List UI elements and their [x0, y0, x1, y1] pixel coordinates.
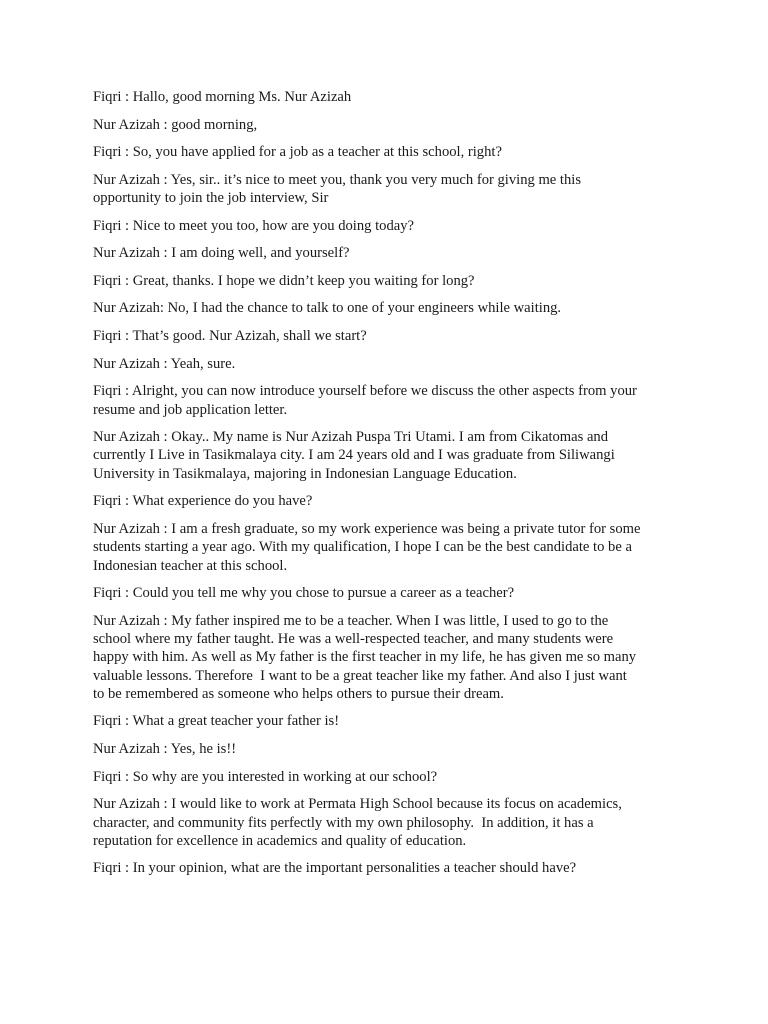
- dialogue-paragraph: Nur Azizah : My father inspired me to be a teacher. When I was little, I used to go to the school where my father taught. He was a well-respected teacher, and many students were happy with him. As well as My father is the first teacher in my life, he has given me so many valuable lessons. Therefore I want to be a great teacher like my father. And also I just want to be remembered as someone who helps others to pursue their dream.: [93, 612, 637, 702]
- dialogue-paragraph: Nur Azizah : Yeah, sure.: [93, 355, 236, 372]
- dialogue-paragraph: Fiqri : What experience do you have?: [93, 493, 313, 510]
- dialogue-paragraph: Nur Azizah : good morning,: [93, 116, 258, 133]
- dialogue-paragraph: Nur Azizah : I am a fresh graduate, so my work experience was being a private tutor for some students starting a year ago. With my qualification, I hope I can be the best candidate to be a Indonesian teacher at this school.: [93, 520, 641, 574]
- dialogue-paragraph: Nur Azizah : Okay.. My name is Nur Azizah Puspa Tri Utami. I am from Cikatomas and currently I Live in Tasikmalaya city. I am 24 years old and I was graduate from Siliwangi University in Tasikmalaya, majoring in Indonesian Language Education.: [93, 429, 615, 482]
- document-page: [93, 88, 683, 887]
- dialogue-paragraph: Fiqri : Hallo, good morning Ms. Nur Azizah: [93, 89, 352, 105]
- dialogue-paragraph: Fiqri : What a great teacher your father is!: [93, 713, 340, 730]
- dialogue-paragraph: Fiqri : Alright, you can now introduce yourself before we discuss the other aspects from your resume and job application letter.: [93, 383, 637, 418]
- dialogue-paragraph: Nur Azizah : Yes, he is!!: [93, 741, 237, 758]
- dialogue-paragraph: Nur Azizah : Yes, sir.. it’s nice to meet you, thank you very much for giving me this opportunity to join the job interview, Sir: [93, 171, 582, 207]
- dialogue-paragraph: Fiqri : So, you have applied for a job as a teacher at this school, right?: [93, 144, 502, 161]
- dialogue-paragraph: Fiqri : So why are you interested in working at our school?: [93, 768, 438, 785]
- dialogue-paragraph: Fiqri : Could you tell me why you chose to pursue a career as a teacher?: [93, 585, 515, 602]
- dialogue-paragraph: Fiqri : Great, thanks. I hope we didn’t keep you waiting for long?: [93, 272, 475, 289]
- dialogue-paragraph: Nur Azizah : I am doing well, and yourself?: [93, 245, 350, 262]
- dialogue-paragraph: Fiqri : Nice to meet you too, how are you doing today?: [93, 217, 414, 234]
- dialogue-paragraph: Fiqri : That’s good. Nur Azizah, shall we start?: [93, 328, 367, 345]
- dialogue-paragraph: Fiqri : In your opinion, what are the important personalities a teacher should have?: [93, 860, 577, 877]
- dialogue-paragraph: Nur Azizah : I would like to work at Permata High School because its focus on academics, character, and community fits perfectly with my own philosophy. In addition, it has a reputation for excellence in academics and quality of education.: [93, 796, 622, 849]
- dialogue-paragraph: Nur Azizah: No, I had the chance to talk to one of your engineers while waiting.: [93, 300, 562, 317]
